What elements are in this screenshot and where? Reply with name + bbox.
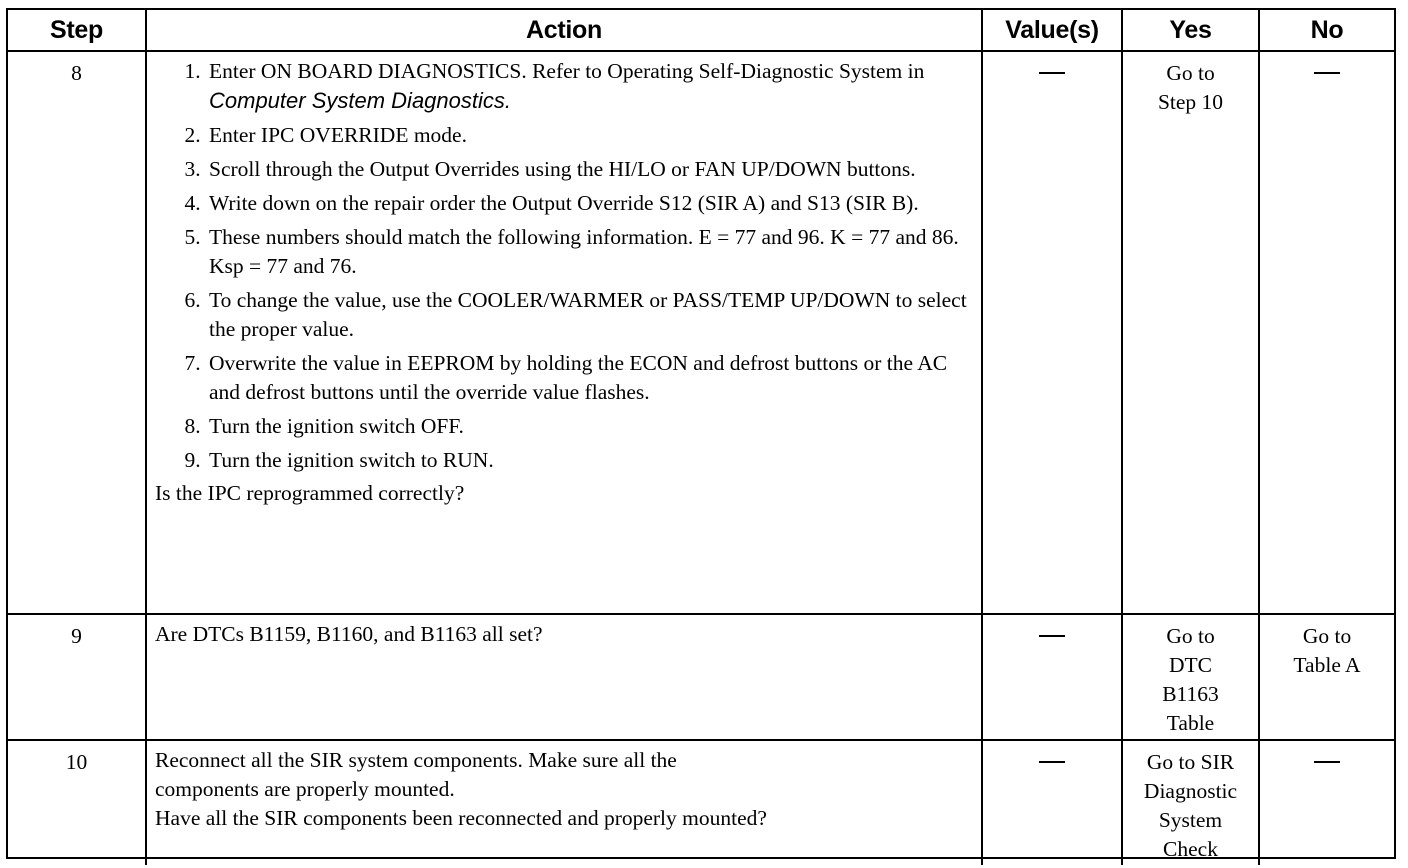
action-line: components are properly mounted. bbox=[155, 777, 455, 801]
action-step: 6. To change the value, use the COOLER/WARMER or PASS/TEMP UP/DOWN to select the proper value. bbox=[206, 286, 973, 344]
action-step: 4. Write down on the repair order the Output Override S12 (SIR A) and S13 (SIR B). bbox=[206, 189, 973, 218]
action-steps-list bbox=[155, 57, 973, 475]
header-no: No bbox=[1259, 10, 1394, 51]
dash-mark bbox=[1039, 635, 1065, 637]
yes-line: Diagnostic bbox=[1143, 779, 1238, 803]
no-cell bbox=[1259, 51, 1394, 614]
step-number: 8 bbox=[8, 51, 146, 614]
value-cell bbox=[982, 740, 1122, 865]
action-step: 2. Enter IPC OVERRIDE mode. bbox=[206, 121, 973, 150]
yes-line: System bbox=[1158, 808, 1223, 832]
diagnostic-table bbox=[8, 10, 1394, 865]
action-question: Are DTCs B1159, B1160, and B1163 all set? bbox=[155, 622, 543, 646]
yes-line: Check bbox=[1163, 837, 1218, 861]
header-values: Value(s) bbox=[982, 10, 1122, 51]
header-row bbox=[8, 10, 1394, 51]
action-cell bbox=[146, 51, 982, 614]
yes-line: B1163 bbox=[1162, 682, 1219, 706]
yes-cell bbox=[1122, 51, 1259, 614]
no-cell bbox=[1259, 614, 1394, 740]
header-step: Step bbox=[8, 10, 146, 51]
action-step: 1. Enter ON BOARD DIAGNOSTICS. Refer to Operating Self-Diagnostic System in Computer System Diagnostics. bbox=[206, 57, 973, 116]
yes-line: Go to bbox=[1166, 61, 1215, 85]
step-number: 10 bbox=[8, 740, 146, 865]
dash-mark bbox=[1314, 72, 1340, 74]
action-question: Is the IPC reprogrammed correctly? bbox=[155, 481, 465, 505]
table-row-step-10 bbox=[8, 740, 1394, 865]
yes-line: Go to bbox=[1166, 624, 1215, 648]
yes-line: DTC bbox=[1169, 653, 1212, 677]
table-row-step-8 bbox=[8, 51, 1394, 614]
value-cell bbox=[982, 51, 1122, 614]
diagnostic-table-page bbox=[6, 8, 1396, 859]
yes-cell bbox=[1122, 614, 1259, 740]
yes-line: Go to SIR bbox=[1146, 750, 1235, 774]
no-cell bbox=[1259, 740, 1394, 865]
table-row-step-9 bbox=[8, 614, 1394, 740]
action-cell bbox=[146, 740, 982, 865]
action-line: Reconnect all the SIR system components. Make sure all the bbox=[155, 748, 677, 772]
no-line: Go to bbox=[1302, 624, 1352, 648]
value-cell bbox=[982, 614, 1122, 740]
dash-mark bbox=[1039, 761, 1065, 763]
action-step: 8. Turn the ignition switch OFF. bbox=[206, 412, 973, 441]
dash-mark bbox=[1039, 72, 1065, 74]
yes-line: Table bbox=[1166, 711, 1215, 735]
header-action: Action bbox=[146, 10, 982, 51]
action-step: 7. Overwrite the value in EEPROM by holding the ECON and defrost buttons or the AC and defrost buttons until the override value flashes. bbox=[206, 349, 973, 407]
no-line: Table A bbox=[1293, 653, 1361, 677]
dash-mark bbox=[1314, 761, 1340, 763]
action-step: 9. Turn the ignition switch to RUN. bbox=[206, 446, 973, 475]
action-question: Have all the SIR components been reconnected and properly mounted? bbox=[155, 806, 767, 830]
action-cell bbox=[146, 614, 982, 740]
yes-line: Step 10 bbox=[1157, 90, 1224, 114]
header-yes: Yes bbox=[1122, 10, 1259, 51]
yes-cell bbox=[1122, 740, 1259, 865]
action-step: 3. Scroll through the Output Overrides using the HI/LO or FAN UP/DOWN buttons. bbox=[206, 155, 973, 184]
step-number: 9 bbox=[8, 614, 146, 740]
action-step: 5. These numbers should match the following information. E = 77 and 96. K = 77 and 86. Ksp = 77 and 76. bbox=[206, 223, 973, 281]
